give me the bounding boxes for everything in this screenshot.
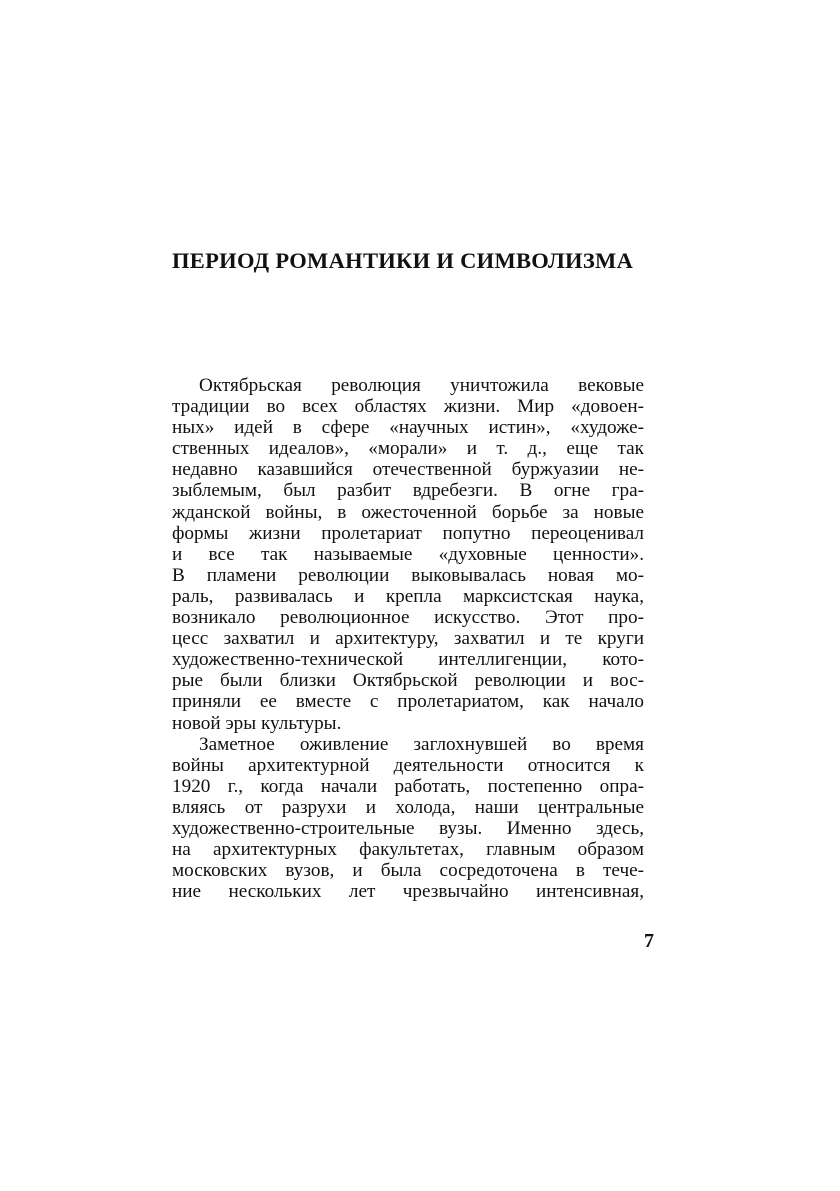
text-line: и все так называемые «духовные ценности».	[172, 543, 644, 565]
text-line: художественно-технической интеллигенции, кото-	[172, 649, 644, 671]
body-text	[172, 375, 644, 902]
text-line: цесс захватил и архитектуру, захватил и те круги	[172, 628, 644, 650]
text-line: московских вузов, и была сосредоточена в тече-	[172, 860, 644, 882]
page-number: 7	[644, 930, 654, 952]
text-line: на архитектурных факультетах, главным образом	[172, 839, 644, 861]
text-line: ственных идеалов», «морали» и т. д., еще так	[172, 438, 644, 460]
text-line: приняли ее вместе с пролетариатом, как начало	[172, 691, 644, 713]
text-line: 1920 г., когда начали работать, постепенно опра-	[172, 775, 644, 797]
text-line: В пламени революции выковывалась новая мо-	[172, 564, 644, 586]
text-line: раль, развивалась и крепла марксистская наука,	[172, 585, 644, 607]
text-line: недавно казавшийся отечественной буржуазии не-	[172, 459, 644, 481]
paragraph-2	[172, 734, 644, 903]
text-line: Заметное оживление заглохнувшей во время	[199, 733, 644, 755]
text-line: жданской войны, в ожесточенной борьбе за новые	[172, 501, 644, 523]
text-line: ние нескольких лет чрезвычайно интенсивная,	[172, 881, 644, 903]
text-line: зыблемым, был разбит вдребезги. В огне гра-	[172, 480, 644, 502]
paragraph-1	[172, 375, 644, 734]
text-line: новой эры культуры.	[172, 712, 342, 734]
chapter-title: ПЕРИОД РОМАНТИКИ И СИМВОЛИЗМА	[172, 248, 634, 273]
text-line: вляясь от разрухи и холода, наши центральные	[172, 796, 644, 818]
text-line: Октябрьская революция уничтожила вековые	[199, 375, 644, 396]
text-line: рые были близки Октябрьской революции и вос-	[172, 670, 644, 692]
text-line: традиции во всех областях жизни. Мир «довоен-	[172, 396, 644, 418]
text-line: возникало революционное искусство. Этот про-	[172, 607, 644, 629]
text-line: формы жизни пролетариат попутно переоценивал	[172, 522, 644, 544]
text-line: войны архитектурной деятельности относится к	[172, 754, 644, 776]
text-line: художественно-строительные вузы. Именно здесь,	[172, 817, 644, 839]
text-line: ных» идей в сфере «научных истин», «художе-	[172, 417, 644, 439]
